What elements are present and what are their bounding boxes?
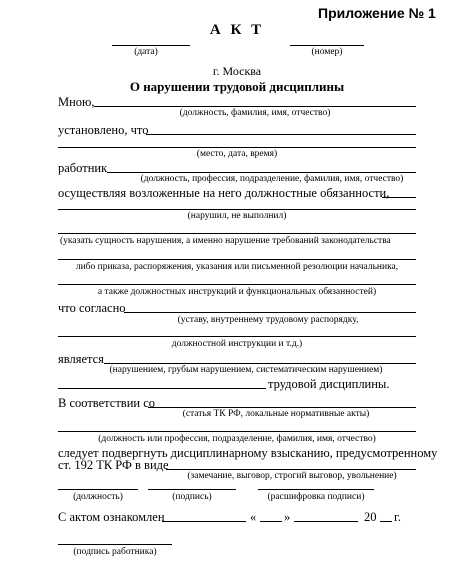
acq-date-line <box>162 521 246 522</box>
document-subtitle: О нарушении трудовой дисциплины <box>129 79 345 94</box>
year-suffix: г. <box>394 510 401 524</box>
instructions-caption: должностной инструкции и т.д.) <box>171 339 303 349</box>
quote-open: « <box>250 510 257 524</box>
essence-field-line-3 <box>58 284 416 285</box>
position-field-line <box>58 489 138 490</box>
penalty-caption: (замечание, выговор, строгий выговор, увольнение) <box>187 471 397 481</box>
established-field-line <box>146 134 416 135</box>
penalty-line-2: ст. 192 ТК РФ в виде <box>58 458 169 472</box>
author-caption: (должность, фамилия, имя, отчество) <box>179 108 331 118</box>
duties-field-line <box>382 197 416 198</box>
is-label: является <box>58 352 104 366</box>
appendix-label: Приложение № 1 <box>318 5 436 21</box>
acq-year-line <box>380 521 392 522</box>
violated-field-line <box>58 209 416 210</box>
signature-field-line <box>148 489 236 490</box>
violation-type-field-line <box>104 363 416 364</box>
decoding-caption: (расшифровка подписи) <box>267 492 365 502</box>
essence-caption-3: а также должностных инструкций и функциональных обязанностей) <box>97 287 377 297</box>
acq-month-line <box>294 521 358 522</box>
employee-signature-caption: (подпись работника) <box>73 547 157 557</box>
according-to-label: В соответствии со <box>58 396 156 410</box>
essence-field-line-2 <box>58 259 416 260</box>
articles-caption: (статья ТК РФ, локальные нормативные акты) <box>182 409 370 419</box>
document-title: А К Т <box>209 22 265 38</box>
place-date-caption: (место, дата, время) <box>196 149 278 159</box>
worker-label: работник <box>58 161 108 175</box>
number-field-line <box>290 45 364 46</box>
essence-caption-1: (указать сущность нарушения, а именно нарушение требований законодательства <box>60 236 391 246</box>
quote-close: » <box>284 510 291 524</box>
duties-label: осуществляя возложенные на него должностные обязанности, <box>58 186 390 200</box>
penalty-field-line <box>166 469 416 470</box>
employee-signature-field-line <box>58 544 172 545</box>
according-field-line <box>124 312 416 313</box>
acquainted-label: С актом ознакомлен <box>58 510 165 524</box>
decoding-field-line <box>258 489 374 490</box>
date-field-line <box>112 45 190 46</box>
signature-caption: (подпись) <box>172 492 212 502</box>
author-field-line <box>94 106 416 107</box>
essence-caption-2: либо приказа, распоряжения, указания или письменной резолюции начальника, <box>75 262 399 272</box>
violated-caption: (нарушил, не выполнил) <box>187 211 287 221</box>
worker2-field-line <box>58 431 416 432</box>
instructions-field-line <box>58 336 416 337</box>
date-caption: (дата) <box>134 47 158 57</box>
to-me-label: Мною, <box>58 95 95 109</box>
number-caption: (номер) <box>311 47 343 57</box>
position-caption: (должность) <box>73 492 123 502</box>
worker2-caption: (должность или профессия, подразделение, фамилия, имя, отчество) <box>98 434 376 444</box>
worker-caption: (должность, профессия, подразделение, фамилия, имя, отчество) <box>140 174 404 184</box>
year-prefix: 20 <box>364 510 377 524</box>
worker-field-line <box>107 172 416 173</box>
discipline-field-line <box>58 388 266 389</box>
place-field-line <box>58 147 416 148</box>
violation-type-caption: (нарушением, грубым нарушением, систематическим нарушением) <box>109 365 383 375</box>
labor-discipline-label: трудовой дисциплины. <box>268 377 390 391</box>
charter-caption: (уставу, внутреннему трудовому распорядку, <box>177 315 359 325</box>
according-label: что согласно <box>58 301 126 315</box>
articles-field-line <box>148 407 416 408</box>
established-label: установлено, что <box>58 123 149 137</box>
acq-day-line <box>260 521 282 522</box>
penalty-line-1: следует подвергнуть дисциплинарному взысканию, предусмотренному <box>58 446 438 460</box>
essence-field-line-1 <box>58 233 416 234</box>
city: г. Москва <box>212 64 262 78</box>
